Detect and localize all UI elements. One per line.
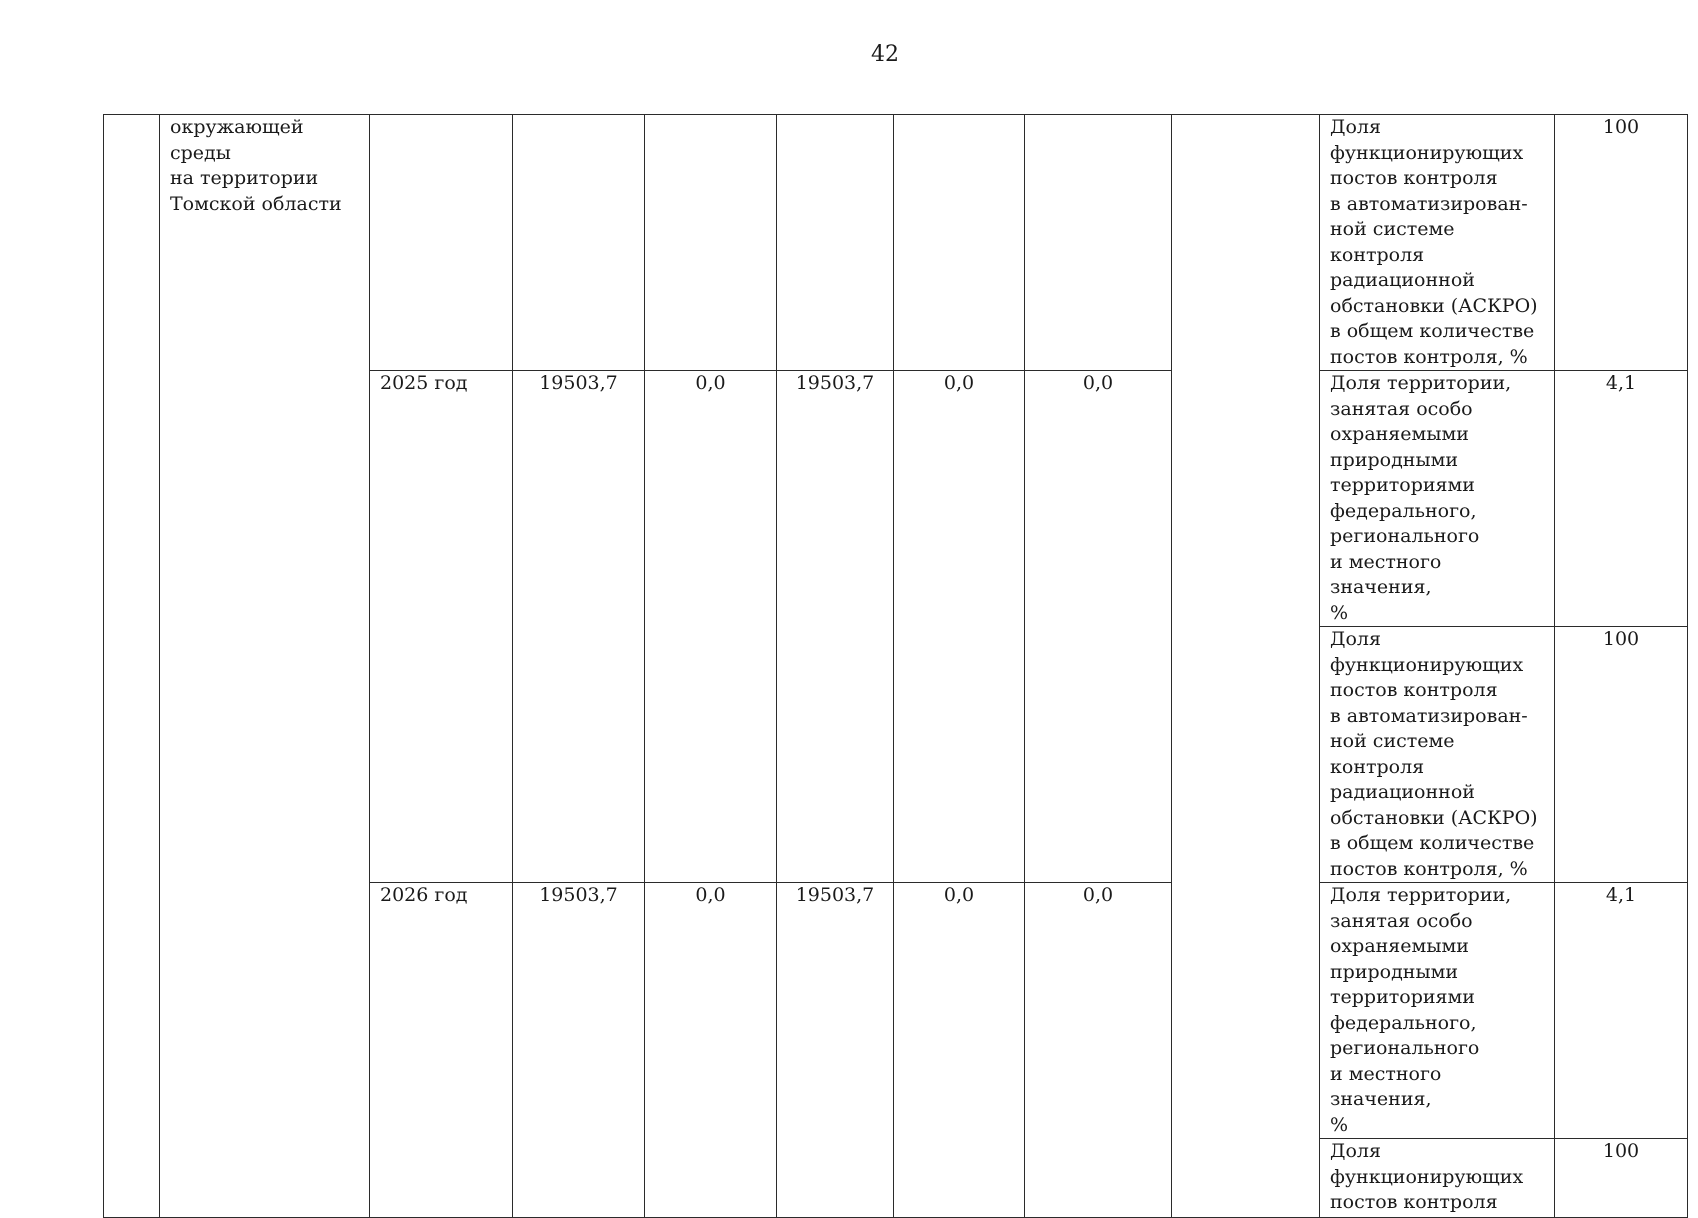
empty-merged-cell (1172, 115, 1320, 1218)
indicator-line: радиационной (1330, 781, 1475, 803)
indicator-line: в автоматизирован- (1330, 192, 1528, 215)
indicator-line: охраняемыми (1330, 423, 1469, 445)
empty-cell (894, 115, 1025, 371)
empty-cell (513, 115, 645, 371)
index-cell (104, 115, 160, 1218)
indicator-cell (1320, 371, 1555, 627)
indicator-cell (1320, 627, 1555, 883)
year-label: 2026 год (370, 883, 513, 1218)
indicator-line: постов контроля (1330, 1191, 1498, 1213)
total-value: 19503,7 (513, 371, 645, 883)
indicator-cell (1320, 883, 1555, 1139)
indicator-line: занятая особо (1330, 909, 1473, 932)
indicator-line: регионального (1330, 525, 1480, 547)
indicator-line: Доля территории, (1330, 884, 1512, 906)
program-name-line: окружающей (170, 116, 304, 138)
indicator-line: обстановки (АСКРО) (1330, 294, 1538, 317)
indicator-line: в автоматизирован- (1330, 704, 1528, 727)
funding-value: 0,0 (645, 883, 777, 1218)
indicator-line: % (1330, 1113, 1349, 1136)
funding-value: 19503,7 (777, 371, 894, 883)
indicator-line: постов контроля (1330, 679, 1498, 701)
indicator-line: ной системе контроля (1330, 218, 1455, 266)
indicator-line: и местного значения, (1330, 550, 1442, 598)
indicator-cell (1320, 115, 1555, 371)
program-name-line: Томской области (170, 192, 342, 215)
total-value: 19503,7 (513, 883, 645, 1218)
funding-value: 0,0 (894, 371, 1025, 883)
indicator-value: 100 (1555, 1139, 1688, 1218)
indicator-value: 4,1 (1555, 883, 1688, 1139)
empty-cell (370, 115, 513, 371)
indicator-line: % (1330, 601, 1349, 624)
funding-value: 19503,7 (777, 883, 894, 1218)
indicator-line: занятая особо (1330, 397, 1473, 420)
empty-cell (777, 115, 894, 371)
indicator-line: охраняемыми (1330, 935, 1469, 957)
indicator-line: Доля (1330, 1140, 1381, 1162)
program-name-line: на территории (170, 167, 319, 189)
program-name-line: среды (170, 141, 231, 164)
indicator-line: постов контроля, % (1330, 345, 1528, 368)
indicator-line: территориями (1330, 474, 1475, 496)
indicator-line: природными (1330, 448, 1459, 471)
indicator-line: в общем количестве (1330, 832, 1535, 854)
program-name-cell (160, 115, 370, 1218)
funding-value: 0,0 (1025, 883, 1172, 1218)
empty-cell (645, 115, 777, 371)
indicator-line: радиационной (1330, 269, 1475, 291)
indicator-value: 100 (1555, 115, 1688, 371)
page-number: 42 (871, 42, 899, 67)
funding-value: 0,0 (645, 371, 777, 883)
indicator-line: Доля территории, (1330, 372, 1512, 394)
program-table (103, 114, 1688, 1218)
funding-value: 0,0 (1025, 371, 1172, 883)
indicator-line: федерального, (1330, 1011, 1477, 1034)
indicator-line: и местного значения, (1330, 1062, 1442, 1110)
indicator-value: 4,1 (1555, 371, 1688, 627)
indicator-line: ной системе контроля (1330, 730, 1455, 778)
indicator-line: Доля (1330, 628, 1381, 650)
indicator-line: функционирующих (1330, 141, 1524, 164)
indicator-line: постов контроля (1330, 167, 1498, 189)
indicator-value: 100 (1555, 627, 1688, 883)
empty-cell (1025, 115, 1172, 371)
indicator-line: в общем количестве (1330, 320, 1535, 342)
indicator-line: Доля (1330, 116, 1381, 138)
indicator-line: функционирующих (1330, 1165, 1524, 1188)
table-row (104, 115, 1688, 371)
funding-value: 0,0 (894, 883, 1025, 1218)
indicator-line: обстановки (АСКРО) (1330, 806, 1538, 829)
year-label: 2025 год (370, 371, 513, 883)
indicator-line: постов контроля, % (1330, 857, 1528, 880)
indicator-line: природными (1330, 960, 1459, 983)
indicator-cell (1320, 1139, 1555, 1218)
indicator-line: территориями (1330, 986, 1475, 1008)
indicator-line: регионального (1330, 1037, 1480, 1059)
indicator-line: федерального, (1330, 499, 1477, 522)
indicator-line: функционирующих (1330, 653, 1524, 676)
